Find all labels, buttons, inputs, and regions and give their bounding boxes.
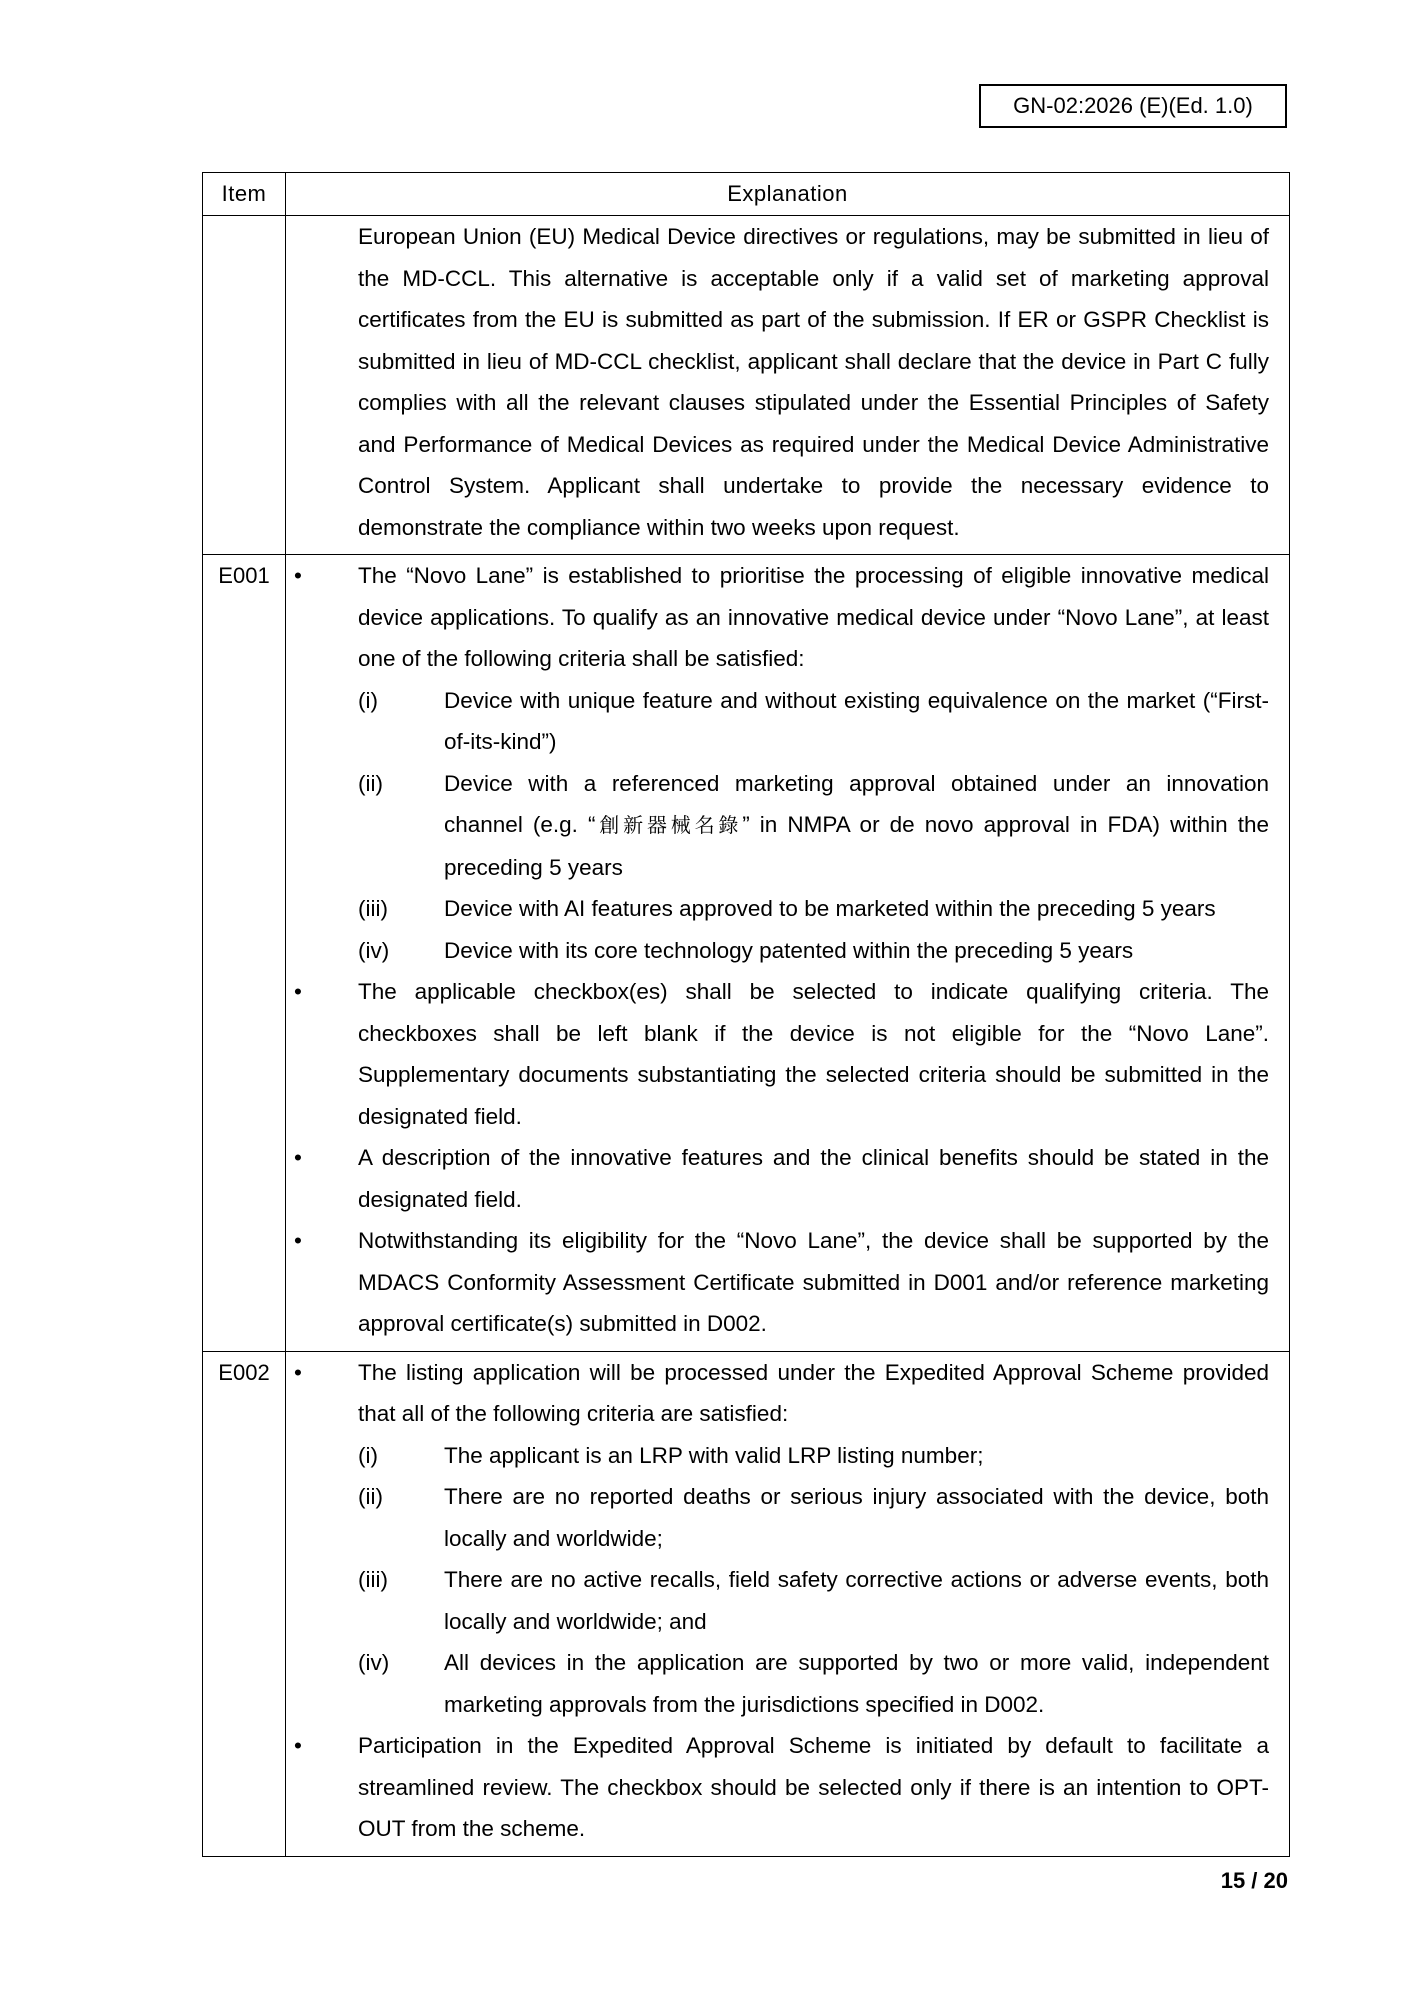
criteria-number: (iv) <box>358 937 390 963</box>
bullet-glyph: • <box>294 563 302 588</box>
column-header-item: Item <box>203 173 286 216</box>
criteria-text: Device with unique feature and without existing equivalence on the market (“First-of-its-kind”) <box>444 687 1269 754</box>
bullet-item <box>294 1137 1269 1220</box>
document-reference: GN-02:2026 (E)(Ed. 1.0) <box>979 84 1287 128</box>
item-cell: E001 <box>203 555 286 1352</box>
bullet-item <box>294 971 1269 1137</box>
table-row-e001 <box>203 555 1290 1352</box>
continued-paragraph: European Union (EU) Medical Device directives or regulations, may be submitted in lieu of the MD-CCL. This alternative is acceptable only if a valid set of marketing approval certificates from the EU is submitted as part of the submission. If ER or GSPR Checklist is submitted in lieu of MD-CCL checklist, applicant shall declare that the device in Part C fully complies with all the relevant clauses stipulated under the Essential Principles of Safety and Performance of Medical Devices as required under the Medical Device Administrative Control System. Applicant shall undertake to provide the necessary evidence to demonstrate the compliance within two weeks upon request. <box>358 224 1269 540</box>
bullet-text: The listing application will be processed under the Expedited Approval Scheme provided that all of the following criteria are satisfied: <box>358 1359 1269 1426</box>
bullet-glyph: • <box>294 1228 302 1253</box>
criteria-number: (ii) <box>358 770 383 796</box>
table-row-e002 <box>203 1351 1290 1856</box>
criteria-text: The applicant is an LRP with valid LRP listing number; <box>444 1442 984 1468</box>
criteria-text-cjk: 創新器械名錄 <box>595 813 743 837</box>
bullet-text: The applicable checkbox(es) shall be selected to indicate qualifying criteria. The checkboxes shall be left blank if the device is not eligible for the “Novo Lane”. Supplementary documents substantiating the selected criteria should be submitted in the designated field. <box>358 979 1269 1129</box>
criteria-number: (iii) <box>358 896 388 921</box>
criteria-text: All devices in the application are supported by two or more valid, independent marketing approvals from the jurisdictions specified in D002. <box>444 1650 1269 1717</box>
bullet-glyph: • <box>294 979 302 1004</box>
bullet-text: Participation in the Expedited Approval Scheme is initiated by default to facilitate a streamlined review. The checkbox should be selected only if there is an intention to OPT-OUT from the scheme. <box>358 1733 1269 1841</box>
criteria-number: (iv) <box>358 1650 390 1675</box>
criteria-text: There are no reported deaths or serious injury associated with the device, both locally and worldwide; <box>444 1484 1269 1551</box>
criteria-number: (i) <box>358 1442 378 1468</box>
explanation-cell <box>286 1351 1290 1856</box>
table-header-row <box>203 173 1290 216</box>
explanation-cell <box>286 555 1290 1352</box>
bullet-text: Notwithstanding its eligibility for the “Novo Lane”, the device shall be supported by the MDACS Conformity Assessment Certificate submitted in D001 and/or reference marketing approval certificate(s) submitted in D002. <box>358 1228 1269 1336</box>
criteria-item <box>358 1476 1269 1559</box>
criteria-number: (i) <box>358 687 378 713</box>
criteria-text: Device with its core technology patented within the preceding 5 years <box>444 937 1134 963</box>
page-number: 15 / 20 <box>1220 1868 1288 1893</box>
bullet-item <box>294 555 1269 971</box>
criteria-text: ” in NMPA or de novo approval in FDA) within the preceding 5 years <box>444 812 1269 880</box>
explanation-cell <box>286 216 1290 555</box>
bullet-text: A description of the innovative features and the clinical benefits should be stated in the designated field. <box>358 1145 1269 1212</box>
column-header-explanation: Explanation <box>286 173 1290 216</box>
criteria-item <box>358 763 1269 889</box>
criteria-item <box>358 930 1269 972</box>
criteria-item <box>358 888 1269 930</box>
table-row <box>203 216 1290 555</box>
bullet-item <box>294 1352 1269 1726</box>
criteria-item <box>358 1435 1269 1477</box>
bullet-glyph: • <box>294 1733 302 1758</box>
criteria-item <box>358 1559 1269 1642</box>
explanation-table <box>202 172 1290 1857</box>
bullet-item <box>294 1220 1269 1345</box>
bullet-glyph: • <box>294 1359 302 1385</box>
criteria-text: Device with a referenced marketing approval obtained under an innovation channel (e.g. “ <box>444 770 1269 837</box>
criteria-item <box>358 680 1269 763</box>
criteria-text: Device with AI features approved to be marketed within the preceding 5 years <box>444 896 1216 921</box>
criteria-number: (ii) <box>358 1484 383 1509</box>
criteria-number: (iii) <box>358 1567 388 1592</box>
bullet-item <box>294 1725 1269 1850</box>
bullet-text: The “Novo Lane” is established to prioritise the processing of eligible innovative medical device applications. To qualify as an innovative medical device under “Novo Lane”, at least one of the following criteria shall be satisfied: <box>358 563 1269 671</box>
item-cell <box>203 216 286 555</box>
item-cell: E002 <box>203 1351 286 1856</box>
criteria-text: There are no active recalls, field safety corrective actions or adverse events, both locally and worldwide; and <box>444 1567 1269 1634</box>
criteria-item <box>358 1642 1269 1725</box>
bullet-glyph: • <box>294 1145 302 1170</box>
